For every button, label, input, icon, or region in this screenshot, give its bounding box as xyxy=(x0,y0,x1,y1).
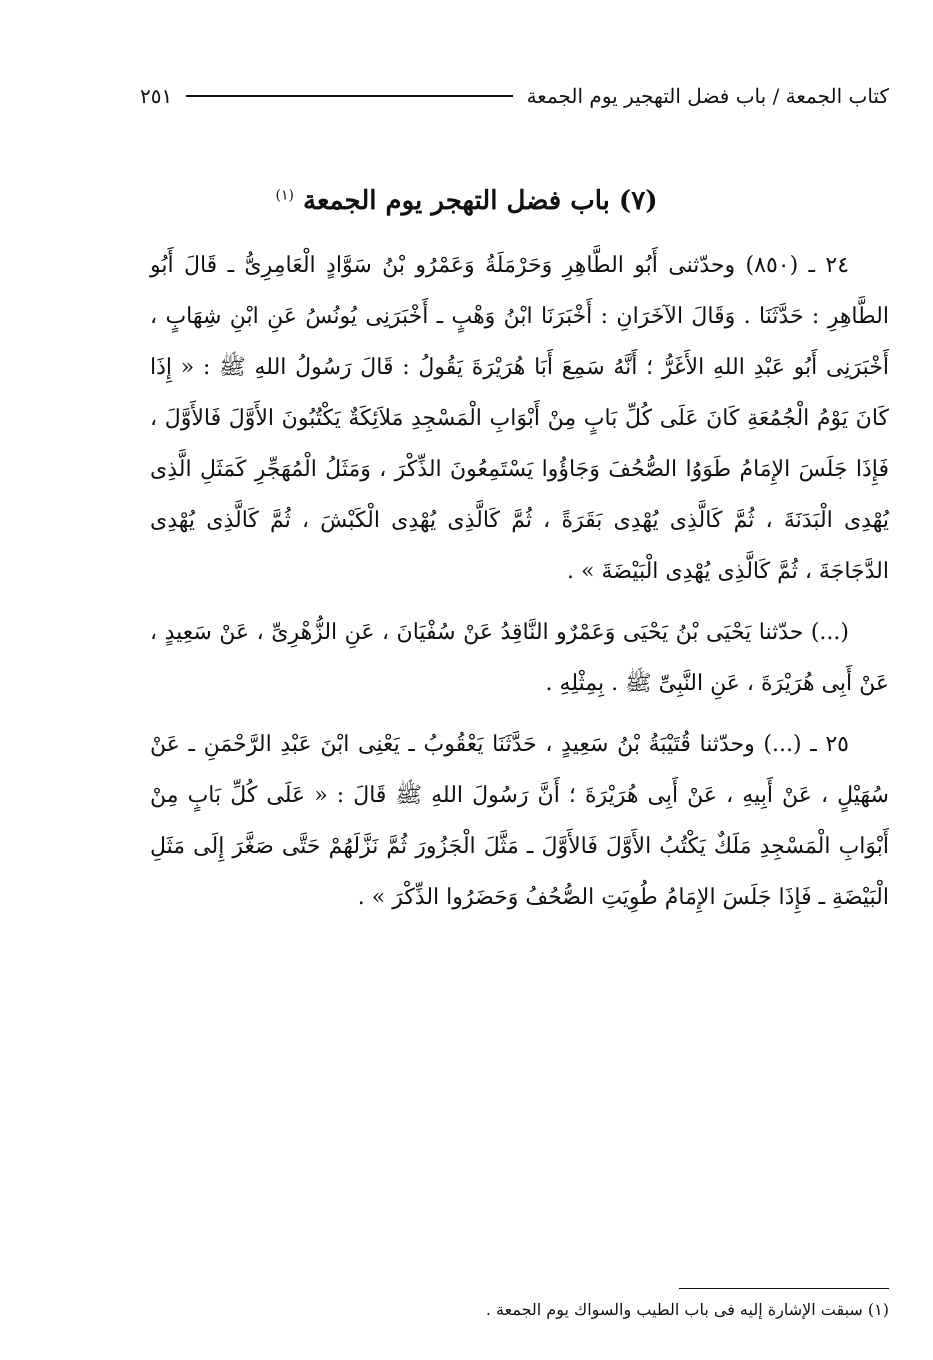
header-rule xyxy=(186,95,512,97)
hadith-paragraph-1: ٢٤ ـ (٨٥٠) وحدّثنى أَبُو الطَّاهِرِ وَحَرْمَلَةُ وَعَمْرُو بْنُ سَوَّادٍ الْعَامِرِىُّ ـ قَالَ أَبُو الطَّاهِرِ : حَدَّثَنَا . وَقَالَ الآخَرَانِ : أَخْبَرَنَا ابْنُ وَهْبٍ ـ أَخْبَرَنِى يُونُسُ عَنِ ابْنِ شِهَابٍ ، أَخْبَرَنِى أَبُو عَبْدِ اللهِ الأَغَرُّ ؛ أَنَّهُ سَمِعَ أَبَا هُرَيْرَةَ يَقُولُ : قَالَ رَسُولُ اللهِ ﷺ : « إِذَا كَانَ يَوْمُ الْجُمُعَةِ كَانَ عَلَى كُلِّ بَابٍ مِنْ أَبْوَابِ الْمَسْجِدِ مَلاَئِكَةٌ يَكْتُبُونَ الأَوَّلَ فَالأَوَّلَ ، فَإِذَا جَلَسَ الإِمَامُ طَوَوُا الصُّحُفَ وَجَاؤُوا يَسْتَمِعُونَ الذِّكْرَ ، وَمَثَلُ الْمُهَجِّرِ كَمَثَلِ الَّذِى يُهْدِى الْبَدَنَةَ ، ثُمَّ كَالَّذِى يُهْدِى بَقَرَةً ، ثُمَّ كَالَّذِى يُهْدِى الْكَبْشَ ، ثُمَّ كَالَّذِى يُهْدِى الدَّجَاجَةَ ، ثُمَّ كَالَّذِى يُهْدِى الْبَيْضَةَ » . xyxy=(150,253,889,584)
footnote: (١) سبقت الإشارة إليه فى باب الطيب والسواك يوم الجمعة . xyxy=(485,1300,889,1319)
running-header xyxy=(140,78,889,114)
footnote-reference: (١) xyxy=(275,187,294,204)
footnote-rule xyxy=(679,1288,889,1289)
hadith-paragraph-3: ٢٥ ـ (...) وحدّثنا قُتَيْبَةُ بْنُ سَعِيدٍ ، حَدَّثَنَا يَعْقُوبُ ـ يَعْنِى ابْنَ عَبْدِ الرَّحْمَنِ ـ عَنْ سُهَيْلٍ ، عَنْ أَبِيهِ ، عَنْ أَبِى هُرَيْرَةَ ؛ أَنَّ رَسُولَ اللهِ ﷺ قَالَ : « عَلَى كُلِّ بَابٍ مِنْ أَبْوَابِ الْمَسْجِدِ مَلَكٌ يَكْتُبُ الأَوَّلَ فَالأَوَّلَ ـ مَثَّلَ الْجَزُورَ ثُمَّ نَزَّلَهُمْ حَتَّى صَغَّرَ إِلَى مَثَلِ الْبَيْضَةِ ـ فَإِذَا جَلَسَ الإِمَامُ طُوِيَتِ الصُّحُفُ وَحَضَرُوا الذِّكْرَ » . xyxy=(150,732,889,910)
hadith-body xyxy=(150,240,889,933)
running-header-title: كتاب الجمعة / باب فضل التهجير يوم الجمعة xyxy=(526,84,889,108)
page-number: ٢٥١ xyxy=(140,84,173,108)
chapter-heading xyxy=(100,186,833,216)
hadith-paragraph-2: (...) حدّثنا يَحْيَى بْنُ يَحْيَى وَعَمْرٌو النَّاقِدُ عَنْ سُفْيَانَ ، عَنِ الزُّهْرِىِّ ، عَنْ سَعِيدٍ ، عَنْ أَبِى هُرَيْرَةَ ، عَنِ النَّبِىِّ ﷺ . بِمِثْلِهِ . xyxy=(150,620,889,696)
chapter-heading-text: (٧) باب فضل التهجر يوم الجمعة xyxy=(303,186,658,216)
